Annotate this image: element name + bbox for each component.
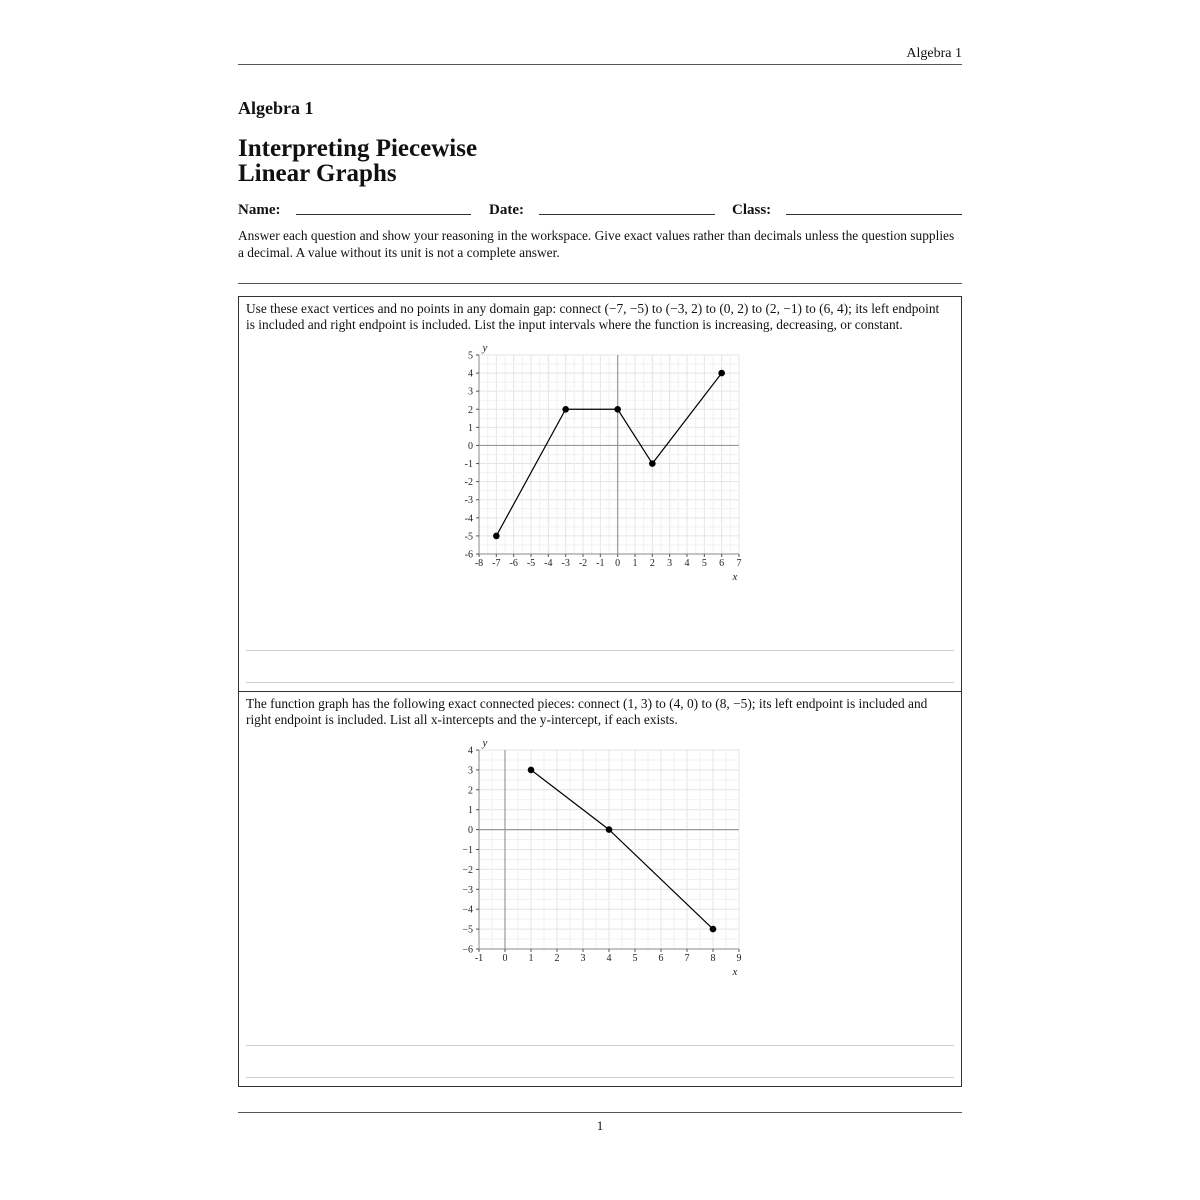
date-label: Date: [489,202,524,218]
y-tick-label: 1 [468,805,473,817]
y-tick-label: 1 [468,422,473,434]
plot-area [465,342,742,583]
y-axis-label: y [482,737,488,749]
running-head: Algebra 1 [906,46,962,61]
name-field[interactable] [296,214,471,215]
date-field[interactable] [539,214,715,215]
x-tick-label: 0 [615,558,621,569]
instructions: Answer each question and show your reasoning in the workspace. Give exact values rather than decimals unless the question supplies a decimal. A value without its unit is not a complete answer. [238,228,955,260]
vertex-point [710,926,717,933]
x-tick-label: -4 [544,558,553,569]
question-1-graph [439,337,759,587]
y-tick-label: 2 [468,404,473,416]
y-tick-label: 0 [468,440,473,452]
x-tick-label: -6 [509,558,518,569]
x-tick-label: -5 [526,558,536,569]
vertex-point [649,460,656,467]
answer-line[interactable] [246,682,954,683]
y-tick-label: −6 [462,944,473,956]
y-tick-label: −5 [462,924,473,936]
question-1-text: Use these exact vertices and no points in any domain gap: connect (−7, −5) to (−3, 2) to (0, 2) to (2, −1) to (6, 4); its left endpoint is included and right endpoint is included. List the input intervals where the function is increasing, decreasing, or constant. [246,301,940,332]
answer-line[interactable] [246,650,954,651]
footer-rule [238,1112,962,1113]
y-tick-label: 3 [468,386,473,398]
question-1 [238,296,962,692]
x-tick-label: 2 [554,953,560,964]
x-tick-label: -8 [474,558,484,569]
x-tick-label: -7 [492,558,501,569]
y-tick-label: −1 [462,845,473,856]
x-tick-label: 1 [528,953,534,964]
y-tick-label: -4 [464,513,473,525]
answer-line[interactable] [246,1045,954,1046]
question-2-graph [439,732,759,982]
page-number: 1 [596,1118,604,1133]
y-tick-label: 4 [468,368,473,380]
x-tick-label: -3 [561,558,570,569]
x-axis-label: x [732,571,738,583]
name-label: Name: [238,202,281,218]
y-axis-label: y [482,342,488,354]
y-tick-label: -2 [464,477,473,489]
y-tick-label: 0 [468,825,473,837]
y-tick-label: 4 [468,745,473,757]
student-info-fields [238,202,962,220]
title-line-1: Interpreting Piecewise [238,135,478,162]
x-tick-label: 8 [710,953,716,964]
y-tick-label: 2 [468,785,473,797]
x-tick-label: 4 [606,953,612,964]
y-tick-label: 5 [468,350,473,362]
vertex-point [606,826,613,833]
section-rule [238,283,962,284]
x-tick-label: 2 [649,558,655,569]
y-tick-label: -1 [464,459,473,471]
y-tick-label: 3 [468,765,473,777]
page-title [238,136,638,186]
plot-area [462,737,741,978]
x-tick-label: 5 [701,558,707,569]
x-tick-label: 3 [580,953,586,964]
y-tick-label: −3 [462,884,473,896]
vertex-point [718,370,725,377]
title-line-2: Linear Graphs [238,160,397,187]
vertex-point [493,533,500,540]
x-tick-label: -1 [596,558,605,569]
y-tick-label: −4 [462,904,473,916]
worksheet-page [238,0,962,1200]
x-tick-label: 6 [719,558,725,569]
x-tick-label: 4 [684,558,690,569]
x-tick-label: 0 [502,953,508,964]
y-tick-label: -5 [464,531,473,543]
x-tick-label: 1 [632,558,638,569]
vertex-point [614,406,621,413]
y-tick-label: −2 [462,864,473,876]
x-tick-label: 7 [684,953,690,964]
question-2 [238,691,962,1087]
x-tick-label: 5 [632,953,638,964]
x-tick-label: -2 [578,558,588,569]
y-tick-label: -6 [464,549,473,561]
question-2-text-content: The function graph has the following exact connected pieces: connect (1, 3) to (4, 0) to (8, −5); its left endpoint is included and right endpoint is included. List all x-intercepts and the y-intercept, if each exists. [246,696,928,727]
y-tick-label: -3 [464,495,473,507]
vertex-point [528,767,535,774]
answer-line[interactable] [246,1077,954,1078]
x-tick-label: 9 [736,953,742,964]
course-heading: Algebra 1 [238,98,314,118]
x-tick-label: -1 [474,953,484,964]
header-rule [238,64,962,65]
x-tick-label: 3 [667,558,673,569]
class-label: Class: [732,202,772,218]
x-tick-label: 7 [736,558,742,569]
x-axis-label: x [732,966,738,978]
vertex-point [562,406,569,413]
x-tick-label: 6 [658,953,664,964]
class-field[interactable] [786,214,962,215]
question-2-text [246,696,951,728]
